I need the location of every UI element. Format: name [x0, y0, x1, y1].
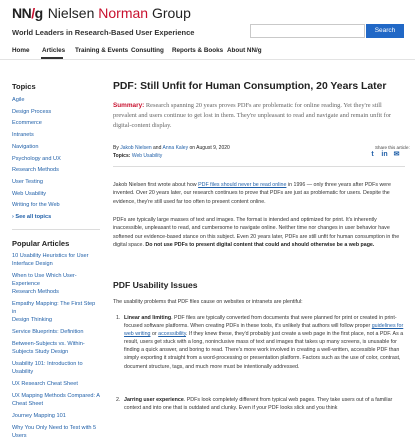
active-tab-indicator	[41, 57, 63, 59]
popular-article-link[interactable]: Usability 101: Introduction to Usability	[12, 361, 83, 376]
popular-article-link[interactable]: UX Research Cheat Sheet	[12, 381, 78, 388]
nav-articles[interactable]: Articles	[42, 47, 66, 54]
inline-link[interactable]: PDF files should never be read online	[198, 182, 287, 188]
topic-link[interactable]: Agile	[12, 97, 25, 103]
logo-wordmark: Nielsen Norman Group	[47, 5, 191, 21]
topics-list	[12, 95, 100, 212]
nav-about[interactable]: About NN/g	[227, 47, 262, 54]
twitter-icon[interactable]: t	[371, 151, 374, 158]
popular-articles-heading: Popular Articles	[12, 239, 70, 249]
topic-link[interactable]: Writing for the Web	[12, 202, 60, 209]
search-button[interactable]: Search	[366, 24, 404, 38]
topic-link[interactable]: Navigation	[12, 143, 39, 150]
topic-link[interactable]: Psychology and UX	[12, 155, 61, 162]
popular-articles-list	[12, 252, 100, 440]
list-item: 2. Jarring user experience. PDFs look completely different from typical web pages. They take users out of a familiar context and into one that is outdated and clunky. Even if your PDF looks slick and you think	[116, 397, 393, 412]
inline-link[interactable]: accessibility	[158, 331, 187, 338]
chevron-right-icon: ›	[12, 214, 16, 221]
topic-link[interactable]: Design Process	[12, 108, 52, 115]
article-topics: Topics: Web Usability	[113, 153, 163, 159]
logo-mark: NN/g	[12, 5, 43, 21]
article-divider	[113, 166, 405, 167]
popular-article-link[interactable]: UX Mapping Methods Compared: A Cheat Sheet	[12, 393, 100, 408]
sidebar-divider	[12, 229, 100, 230]
topic-link[interactable]: Intranets	[12, 132, 34, 139]
article-title: PDF: Still Unfit for Human Consumption, 20 Years Later	[113, 81, 387, 92]
site-logo[interactable]	[12, 5, 191, 21]
popular-article-link[interactable]: 10 Usability Heuristics for User Interface Design	[12, 253, 89, 268]
search-input[interactable]	[250, 24, 365, 38]
popular-article-link[interactable]: Why You Only Need to Test with 5 Users	[12, 425, 97, 440]
article-paragraph: Jakob Nielsen first wrote about how PDF files should never be read online in 1996 — only three years after PDFs were invented. Over 20 years later, our research continues to prove that PDFs are just as problematic for users. Despite the evidence, they're still used far too often to present content online.	[113, 182, 391, 205]
site-tagline: World Leaders in Research-Based User Experience	[12, 28, 195, 37]
author-link[interactable]: Anna Kaley	[162, 145, 189, 151]
topic-link[interactable]: Research Methods	[12, 167, 59, 174]
share-label: Share this article:	[375, 145, 410, 150]
section-heading: PDF Usability Issues	[113, 280, 198, 290]
topic-link[interactable]: User Testing	[12, 178, 43, 185]
topics-heading: Topics	[12, 82, 36, 91]
author-link[interactable]: Jakob Nielsen	[120, 145, 152, 151]
topic-tag-link[interactable]: Web Usability	[131, 153, 163, 159]
main-nav	[0, 44, 415, 60]
nav-training-events[interactable]: Training & Events	[75, 47, 129, 54]
popular-article-link[interactable]: Empathy Mapping: The First Step in Design Thinking	[12, 301, 96, 324]
inline-link[interactable]: guidelines for web writing	[124, 323, 404, 338]
article-byline: By Jakob Nielsen and Anna Kaley on August 9, 2020	[113, 145, 230, 151]
popular-article-link[interactable]: Journey Mapping 101	[12, 413, 66, 420]
nav-reports-books[interactable]: Reports & Books	[172, 47, 224, 54]
article-summary: Summary: Research spanning 20 years proves PDFs are problematic for online reading. Yet they're still prevalent and users continue to get lost in them. They're unpleasant to read and navigate and remain unfit for digital-content display.	[113, 102, 392, 129]
email-icon[interactable]: ✉	[393, 151, 400, 158]
nav-home[interactable]: Home	[12, 47, 30, 54]
site-header	[0, 0, 415, 44]
article-paragraph: The usability problems that PDF files cause on websites or intranets are plentiful:	[113, 299, 303, 305]
linkedin-icon[interactable]: in	[381, 151, 388, 158]
popular-article-link[interactable]: Between-Subjects vs. Within- Subjects Study Design	[12, 341, 85, 356]
topic-link[interactable]: Ecommerce	[12, 120, 42, 127]
sidebar	[12, 82, 100, 444]
popular-article-link[interactable]: Service Blueprints: Definition	[12, 329, 84, 336]
popular-article-link[interactable]: When to Use Which User-Experience Research Methods	[12, 273, 77, 296]
share-buttons	[368, 151, 401, 159]
see-all-topics-link[interactable]: › See all topics	[12, 214, 52, 221]
list-item: 1. Linear and limiting. PDF files are typically converted from documents that were planned for print or created in print-focused software platforms. When creating PDFs in these tools, it's unlikely that authors will follow proper guidelines for web writing or accessibility. If they knew these, they'd probably just create a web page in the first place, not a PDF. As a result, users get stuck with a long, noninclusive mass of text and images that takes up many screens, is unusable for finding a quick answer, and boring to read. There's more work involved in creating a well-written, accessible PDF than simply exporting it straight from a word-processing or presentation platform. Factors such as the use of color, contrast, document structure, tags, and much more must be intentionally addressed.	[116, 315, 404, 370]
nav-consulting[interactable]: Consulting	[131, 47, 164, 54]
topic-link[interactable]: Web Usability	[12, 190, 47, 197]
article-paragraph: PDFs are typically large masses of text and images. The format is intended and optimized for print. It's inherently inaccessible, unpleasant to read, and cumbersome to navigate online. Neither time nor changes in user behavior have softened our evidence-based stance on this subject. Even 20 years later, PDFs are still unfit for human consumption in the digital space. Do not use PDFs to present digital content that could and should otherwise be a web page.	[113, 217, 400, 248]
